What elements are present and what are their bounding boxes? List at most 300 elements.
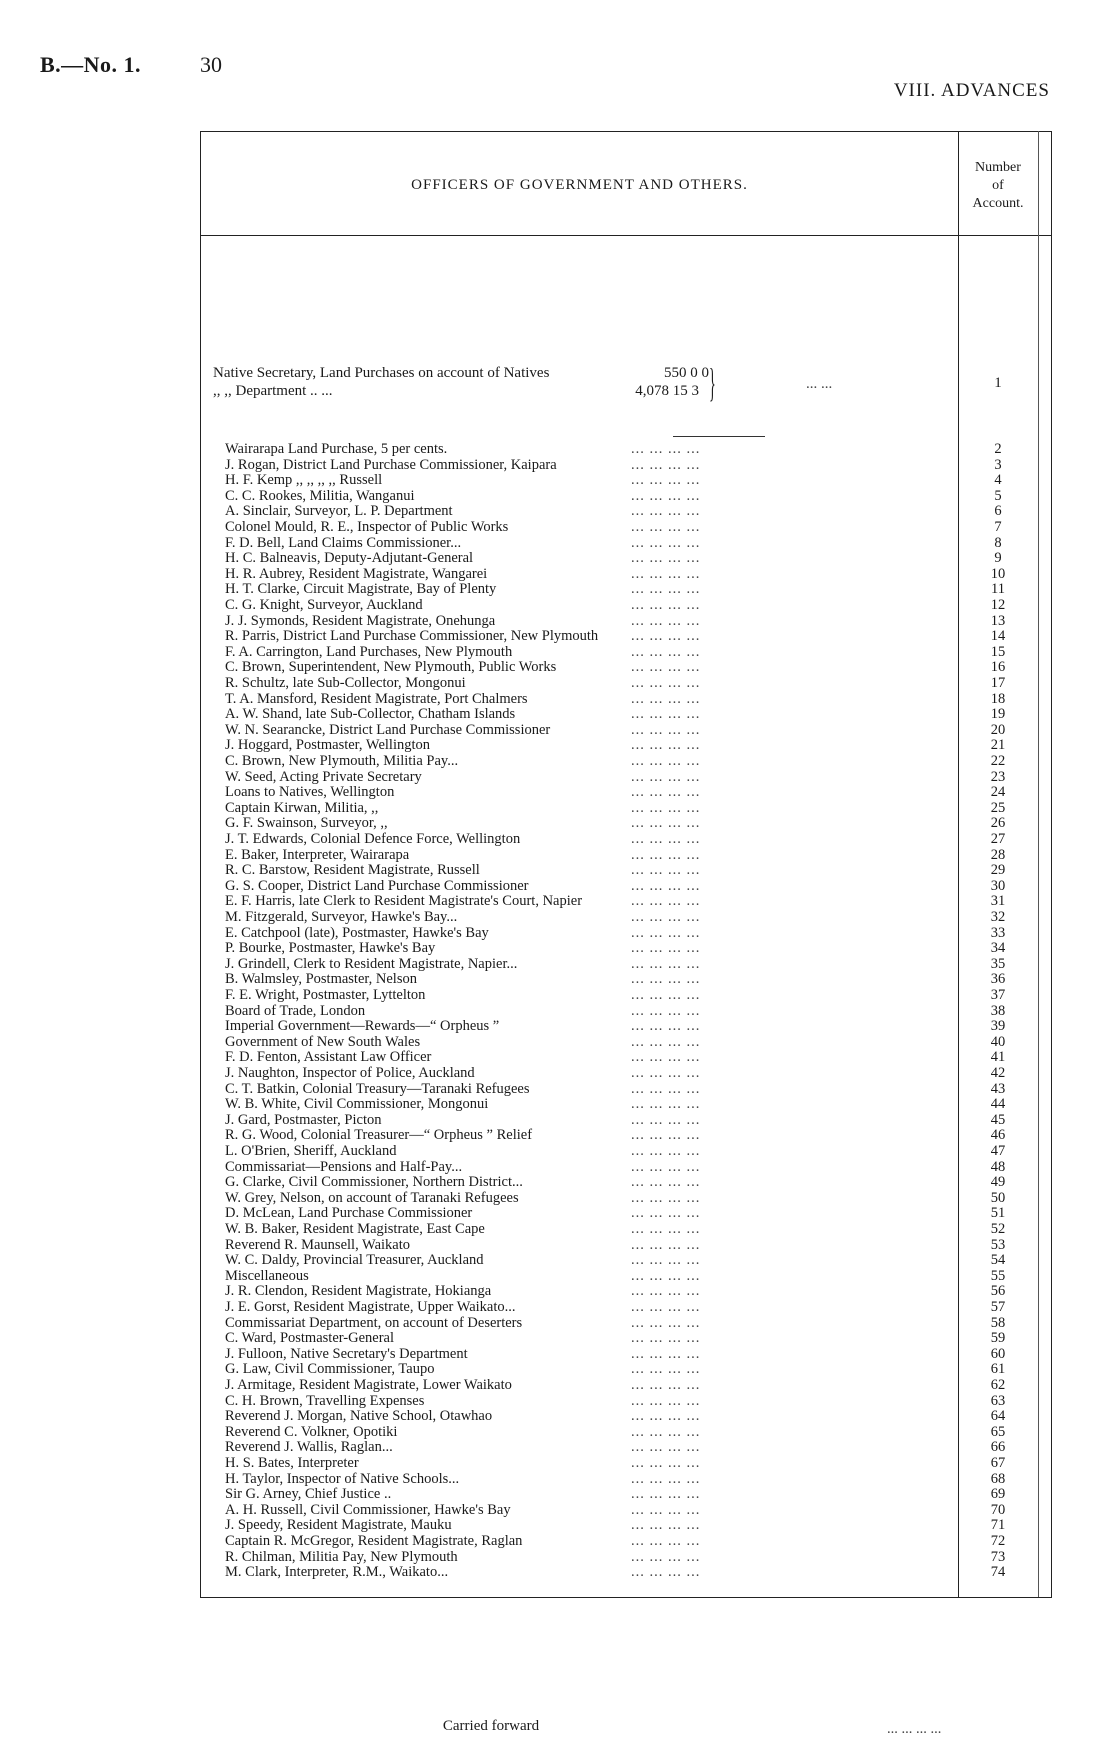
table-row	[201, 535, 1051, 552]
table-row	[201, 644, 1051, 661]
table-row	[201, 1455, 1051, 1472]
account-name: E. Baker, Interpreter, Wairarapa	[225, 846, 410, 863]
account-number: 61	[990, 1361, 1006, 1378]
account-name: Reverend R. Maunsell, Waikato	[225, 1236, 411, 1253]
account-number: 65	[990, 1423, 1006, 1440]
account-name: J. T. Edwards, Colonial Defence Force, Wellington	[225, 831, 521, 847]
account-name: C. G. Knight, Surveyor, Auckland	[225, 597, 423, 613]
table-title: OFFICERS OF GOVERNMENT AND OTHERS.	[411, 177, 748, 193]
leader-dots: ... ... ... ...	[631, 1033, 701, 1050]
leader-dots: ... ... ... ...	[631, 1392, 701, 1409]
account-name: Miscellaneous	[225, 1267, 309, 1284]
table-row	[201, 753, 1051, 770]
leader-dots: ... ... ... ...	[631, 971, 701, 988]
account-name: G. F. Swainson, Surveyor, ,,	[225, 815, 388, 832]
account-name: T. A. Mansford, Resident Magistrate, Port Chalmers	[225, 690, 528, 707]
table-row	[201, 1018, 1051, 1035]
table-row	[201, 1361, 1051, 1378]
account-name: J. R. Clendon, Resident Magistrate, Hokianga	[225, 1283, 492, 1300]
table-row	[201, 862, 1051, 879]
leader-dots: ... ... ... ...	[631, 1174, 701, 1191]
account-number: 71	[990, 1517, 1006, 1534]
leader-dots: ... ... ... ...	[631, 1330, 701, 1347]
leader-dots: ... ... ... ...	[631, 487, 701, 504]
leader-dots: ... ... ... ...	[631, 1314, 701, 1331]
leader-dots: ... ... ... ...	[631, 1283, 701, 1300]
account-name: Reverend J. Wallis, Raglan...	[225, 1439, 393, 1456]
account-number: 22	[990, 753, 1006, 769]
leader-dots: ... ... ... ...	[631, 909, 701, 925]
leader-dots: ... ... ... ...	[631, 1205, 701, 1222]
account-name: J. Hoggard, Postmaster, Wellington	[225, 737, 430, 754]
account-number: 40	[990, 1033, 1006, 1050]
account-name: J. Grindell, Clerk to Resident Magistrate, Napier...	[225, 955, 518, 972]
account-name: E. F. Harris, late Clerk to Resident Magistrate's Court, Napier	[225, 893, 583, 910]
leader-dots: ... ... ... ...	[631, 1049, 701, 1066]
table-row	[201, 940, 1051, 957]
account-number: 70	[990, 1501, 1006, 1518]
account-name: L. O'Brien, Sheriff, Auckland	[225, 1143, 397, 1159]
account-name: W. C. Daldy, Provincial Treasurer, Auckland	[225, 1252, 484, 1269]
account-name: Colonel Mould, R. E., Inspector of Public Works	[225, 519, 509, 535]
number-header-line2: of	[992, 178, 1004, 193]
account-number: 57	[990, 1299, 1006, 1315]
table-row	[201, 613, 1051, 630]
leader-dots: ... ... ... ...	[631, 1345, 701, 1362]
account-number: 74	[990, 1564, 1006, 1581]
account-number: 69	[990, 1486, 1006, 1503]
account-number: 66	[990, 1439, 1006, 1456]
table-row	[201, 1408, 1051, 1425]
leader-dots: ... ... ... ...	[631, 987, 701, 1003]
account-name: A. W. Shand, late Sub-Collector, Chatham Islands	[225, 706, 516, 723]
account-name: H. C. Balneavis, Deputy-Adjutant-General	[225, 550, 474, 567]
account-name: Captain Kirwan, Militia, ,,	[225, 799, 379, 816]
account-number: 73	[990, 1548, 1006, 1565]
account-name: J. Naughton, Inspector of Police, Auckland	[225, 1065, 475, 1081]
leader-dots: ... ... ... ...	[631, 893, 701, 910]
section-title: VIII. ADVANCES	[893, 80, 1050, 101]
leader-dots: ... ... ... ...	[631, 1517, 701, 1534]
table-row	[201, 659, 1051, 676]
table-row	[201, 784, 1051, 801]
table-row	[201, 1299, 1051, 1316]
account-number: 49	[990, 1174, 1006, 1191]
account-name: H. S. Bates, Interpreter	[225, 1455, 359, 1471]
leader-dots: ... ... ... ...	[631, 1439, 701, 1456]
leader-dots: ... ... ... ...	[631, 534, 701, 551]
table-row	[201, 800, 1051, 817]
leader-dots: ... ... ... ...	[631, 862, 701, 879]
table-row	[201, 581, 1051, 598]
leader-dots: ... ... ... ...	[631, 846, 701, 863]
table-row	[201, 1502, 1051, 1519]
account-name: C. T. Batkin, Colonial Treasury—Taranaki Refugees	[225, 1080, 530, 1097]
account-name: J. Armitage, Resident Magistrate, Lower Waikato	[225, 1377, 512, 1393]
account-number: 35	[990, 955, 1006, 972]
account-number: 7	[994, 519, 1002, 535]
leader-dots: ... ... ... ...	[631, 877, 701, 894]
leader-dots: ... ... ... ...	[631, 690, 701, 707]
account-number: 15	[990, 643, 1006, 660]
leader-dots: ... ... ... ...	[631, 1455, 701, 1471]
account-number: 56	[990, 1283, 1006, 1300]
leader-dots: ... ... ... ...	[631, 768, 701, 785]
leader-dots: ... ... ... ...	[631, 815, 701, 832]
table-row	[201, 1081, 1051, 1098]
table-row	[201, 847, 1051, 864]
account-name: F. D. Fenton, Assistant Law Officer	[225, 1049, 432, 1066]
leader-dots: ... ... ... ...	[631, 1127, 701, 1144]
account-name: H. F. Kemp ,, ,, ,, ,, Russell	[225, 472, 383, 489]
leader-dots: ... ... ... ...	[631, 1408, 701, 1425]
table-row	[201, 831, 1051, 848]
table-row	[201, 488, 1051, 505]
table-row	[201, 737, 1051, 754]
account-name: B. Walmsley, Postmaster, Nelson	[225, 971, 417, 988]
carried-forward-dots: ... ... ... ...	[887, 1721, 942, 1737]
leader-dots: ... ... ... ...	[631, 706, 701, 723]
table-row	[201, 1283, 1051, 1300]
account-name: W. Grey, Nelson, on account of Taranaki Refugees	[225, 1189, 519, 1206]
leader-dots: ... ... ... ...	[631, 628, 701, 645]
native-secretary-line1: Native Secretary, Land Purchases on account of Natives	[213, 365, 550, 381]
page-number: 30	[200, 52, 222, 77]
table-row	[201, 1330, 1051, 1347]
table-row	[201, 1205, 1051, 1222]
account-number: 6	[994, 503, 1002, 520]
account-number: 59	[990, 1330, 1006, 1347]
table-row	[201, 1315, 1051, 1332]
account-number: 54	[990, 1252, 1006, 1269]
account-number: 38	[990, 1002, 1006, 1019]
leader-dots: ... ... ... ...	[631, 1533, 701, 1549]
table-row	[201, 971, 1051, 988]
account-number: 28	[990, 846, 1006, 863]
table-row	[201, 1346, 1051, 1363]
account-name: C. Brown, Superintendent, New Plymouth, Public Works	[225, 659, 557, 676]
header-rule	[201, 235, 1051, 236]
number-column-header	[958, 159, 1038, 213]
table-row	[201, 987, 1051, 1004]
leader-dots: ... ... ... ...	[631, 1221, 701, 1237]
table-row	[201, 1237, 1051, 1254]
account-name: Wairarapa Land Purchase, 5 per cents.	[225, 441, 448, 457]
account-name: W. B. Baker, Resident Magistrate, East Cape	[225, 1221, 485, 1237]
account-name: A. Sinclair, Surveyor, L. P. Department	[225, 503, 453, 520]
number-header-line1: Number	[975, 160, 1021, 175]
account-number: 21	[990, 737, 1006, 754]
account-number: 62	[990, 1377, 1006, 1393]
account-name: Board of Trade, London	[225, 1002, 366, 1019]
account-number: 68	[990, 1470, 1006, 1487]
account-name: H. R. Aubrey, Resident Magistrate, Wangarei	[225, 565, 488, 582]
account-number: 53	[990, 1236, 1006, 1253]
table-row	[201, 1190, 1051, 1207]
leader-dots: ... ... ... ...	[631, 1361, 701, 1378]
account-number: 36	[990, 971, 1006, 988]
table-row	[201, 628, 1051, 645]
account-number: 16	[990, 659, 1006, 676]
leader-dots: ... ... ... ...	[631, 1002, 701, 1019]
native-secretary-account: 1	[994, 375, 1002, 391]
account-number: 51	[990, 1205, 1006, 1222]
account-number: 10	[990, 565, 1006, 582]
account-number: 31	[990, 893, 1006, 910]
account-name: H. T. Clarke, Circuit Magistrate, Bay of Plenty	[225, 581, 497, 598]
table-row	[201, 1159, 1051, 1176]
table-row	[201, 441, 1051, 458]
leader-dots: ... ... ... ...	[631, 503, 701, 520]
table-row	[201, 597, 1051, 614]
table-row	[201, 566, 1051, 583]
table-row	[201, 956, 1051, 973]
table-row	[201, 503, 1051, 520]
table-row	[201, 1377, 1051, 1394]
leader-dots: ... ... ... ...	[631, 597, 701, 613]
native-secretary-amount1: 550 0 0	[664, 365, 709, 381]
table-row	[201, 675, 1051, 692]
leader-dots: ... ... ... ...	[631, 799, 701, 816]
table-row	[201, 1486, 1051, 1503]
table-row	[201, 1517, 1051, 1534]
native-secretary-dots: ... ...	[806, 376, 833, 392]
table-row	[201, 1034, 1051, 1051]
account-name: C. C. Rookes, Militia, Wanganui	[225, 487, 415, 504]
account-number: 42	[990, 1065, 1006, 1081]
account-number: 20	[990, 721, 1006, 738]
account-name: J. Gard, Postmaster, Picton	[225, 1111, 382, 1128]
account-name: A. H. Russell, Civil Commissioner, Hawke's Bay	[225, 1501, 511, 1518]
table-row	[201, 472, 1051, 489]
account-name: J. E. Gorst, Resident Magistrate, Upper Waikato...	[225, 1299, 516, 1315]
account-name: M. Clark, Interpreter, R.M., Waikato...	[225, 1564, 449, 1581]
account-number: 50	[990, 1189, 1006, 1206]
account-number: 43	[990, 1080, 1006, 1097]
amount-rule	[673, 436, 765, 437]
account-name: E. Catchpool (late), Postmaster, Hawke's Bay	[225, 924, 489, 941]
account-name: J. Rogan, District Land Purchase Commissioner, Kaipara	[225, 456, 557, 473]
account-name: J. Speedy, Resident Magistrate, Mauku	[225, 1517, 452, 1534]
account-number: 29	[990, 862, 1006, 879]
leader-dots: ... ... ... ...	[631, 1189, 701, 1206]
account-name: R. G. Wood, Colonial Treasurer—“ Orpheus ” Relief	[225, 1127, 533, 1144]
leader-dots: ... ... ... ...	[631, 472, 701, 489]
account-number: 41	[990, 1049, 1006, 1066]
account-number: 32	[990, 909, 1006, 925]
table-row	[201, 1533, 1051, 1550]
table-row	[201, 550, 1051, 567]
account-name: H. Taylor, Inspector of Native Schools...	[225, 1470, 460, 1487]
account-number: 17	[990, 675, 1006, 691]
account-number: 45	[990, 1111, 1006, 1128]
account-name: G. Law, Civil Commissioner, Taupo	[225, 1361, 435, 1378]
leader-dots: ... ... ... ...	[631, 1143, 701, 1159]
leader-dots: ... ... ... ...	[631, 441, 701, 457]
leader-dots: ... ... ... ...	[631, 659, 701, 676]
leader-dots: ... ... ... ...	[631, 1236, 701, 1253]
table-row	[201, 1003, 1051, 1020]
number-header-line3: Account.	[972, 196, 1024, 211]
account-number: 48	[990, 1158, 1006, 1175]
account-number: 26	[990, 815, 1006, 832]
account-number: 3	[994, 456, 1002, 473]
leader-dots: ... ... ... ...	[631, 1111, 701, 1128]
leader-dots: ... ... ... ...	[631, 1377, 701, 1393]
table-row	[201, 815, 1051, 832]
leader-dots: ... ... ... ...	[631, 753, 701, 769]
account-name: C. Ward, Postmaster-General	[225, 1330, 395, 1347]
table-row	[201, 722, 1051, 739]
table-row	[201, 925, 1051, 942]
account-number: 9	[994, 550, 1002, 567]
account-number: 5	[994, 487, 1002, 504]
table-row	[201, 1174, 1051, 1191]
account-name: F. E. Wright, Postmaster, Lyttelton	[225, 987, 426, 1003]
account-number: 52	[990, 1221, 1006, 1237]
account-number: 72	[990, 1533, 1006, 1549]
table-row	[201, 1393, 1051, 1410]
table-row	[201, 1564, 1051, 1581]
account-name: J. Fulloon, Native Secretary's Department	[225, 1345, 468, 1362]
account-name: G. Clarke, Civil Commissioner, Northern District...	[225, 1174, 523, 1191]
leader-dots: ... ... ... ...	[631, 1267, 701, 1284]
table-row	[201, 1424, 1051, 1441]
account-number: 67	[990, 1455, 1006, 1471]
account-name: R. C. Barstow, Resident Magistrate, Russell	[225, 862, 480, 879]
account-name: D. McLean, Land Purchase Commissioner	[225, 1205, 473, 1222]
leader-dots: ... ... ... ...	[631, 924, 701, 941]
leader-dots: ... ... ... ...	[631, 519, 701, 535]
leader-dots: ... ... ... ...	[631, 940, 701, 957]
leader-dots: ... ... ... ...	[631, 643, 701, 660]
leader-dots: ... ... ... ...	[631, 581, 701, 598]
account-number: 12	[990, 597, 1006, 613]
leader-dots: ... ... ... ...	[631, 955, 701, 972]
table-row	[201, 1096, 1051, 1113]
leader-dots: ... ... ... ...	[631, 1096, 701, 1113]
account-number: 33	[990, 924, 1006, 941]
leader-dots: ... ... ... ...	[631, 1299, 701, 1315]
leader-dots: ... ... ... ...	[631, 1548, 701, 1565]
account-name: C. H. Brown, Travelling Expenses	[225, 1392, 425, 1409]
table-row	[201, 1112, 1051, 1129]
table-row	[201, 1127, 1051, 1144]
account-name: Loans to Natives, Wellington	[225, 784, 395, 801]
leader-dots: ... ... ... ...	[631, 1470, 701, 1487]
account-name: Imperial Government—Rewards—“ Orpheus ”	[225, 1018, 500, 1035]
leader-dots: ... ... ... ...	[631, 1080, 701, 1097]
account-number: 18	[990, 690, 1006, 707]
leader-dots: ... ... ... ...	[631, 1564, 701, 1581]
account-name: F. D. Bell, Land Claims Commissioner...	[225, 534, 462, 551]
account-number: 34	[990, 940, 1006, 957]
account-number: 14	[990, 628, 1006, 645]
account-name: W. B. White, Civil Commissioner, Mongonui	[225, 1096, 489, 1113]
account-number: 39	[990, 1018, 1006, 1035]
leader-dots: ... ... ... ...	[631, 1252, 701, 1269]
leader-dots: ... ... ... ...	[631, 1501, 701, 1518]
leader-dots: ... ... ... ...	[631, 721, 701, 738]
leader-dots: ... ... ... ...	[631, 550, 701, 567]
leader-dots: ... ... ... ...	[631, 675, 701, 691]
table-row	[201, 519, 1051, 536]
account-name: W. N. Searancke, District Land Purchase Commissioner	[225, 721, 551, 738]
account-name: W. Seed, Acting Private Secretary	[225, 768, 422, 785]
account-number: 2	[994, 441, 1002, 457]
table-row	[201, 878, 1051, 895]
leader-dots: ... ... ... ...	[631, 1018, 701, 1035]
carried-forward: Carried forward	[442, 1718, 540, 1734]
leader-dots: ... ... ... ...	[631, 1065, 701, 1081]
leader-dots: ... ... ... ...	[631, 1158, 701, 1175]
native-secretary-amount2: 4,078 15 3	[635, 383, 699, 399]
account-name: R. Parris, District Land Purchase Commissioner, New Plymouth	[225, 628, 599, 645]
account-name: R. Chilman, Militia Pay, New Plymouth	[225, 1548, 458, 1565]
account-name: R. Schultz, late Sub-Collector, Mongonui	[225, 675, 466, 691]
leader-dots: ... ... ... ...	[631, 1486, 701, 1503]
table-row	[201, 1471, 1051, 1488]
leader-dots: ... ... ... ...	[631, 831, 701, 847]
account-name: Commissariat Department, on account of Deserters	[225, 1314, 523, 1331]
account-name: Commissariat—Pensions and Half-Pay...	[225, 1158, 463, 1175]
account-name: J. J. Symonds, Resident Magistrate, Onehunga	[225, 612, 496, 629]
table-row	[201, 1549, 1051, 1566]
table-row	[201, 1252, 1051, 1269]
account-number: 24	[990, 784, 1006, 801]
leader-dots: ... ... ... ...	[631, 612, 701, 629]
leader-dots: ... ... ... ...	[631, 565, 701, 582]
account-number: 63	[990, 1392, 1006, 1409]
account-number: 55	[990, 1267, 1006, 1284]
table-row	[201, 909, 1051, 926]
account-number: 19	[990, 706, 1006, 723]
brace-icon: }	[709, 360, 716, 405]
table-row	[201, 691, 1051, 708]
table-row	[201, 769, 1051, 786]
table-row	[201, 1268, 1051, 1285]
account-number: 37	[990, 987, 1006, 1003]
native-secretary-line2: ,, ,, Department .. ...	[213, 383, 333, 399]
table-frame	[200, 131, 1052, 1737]
account-number: 13	[990, 612, 1006, 629]
account-number: 25	[990, 799, 1006, 816]
table-row	[201, 1221, 1051, 1238]
account-name: Reverend J. Morgan, Native School, Otawhao	[225, 1408, 493, 1425]
account-number: 60	[990, 1345, 1006, 1362]
leader-dots: ... ... ... ...	[631, 456, 701, 473]
account-number: 46	[990, 1127, 1006, 1144]
account-number: 27	[990, 831, 1006, 847]
account-name: F. A. Carrington, Land Purchases, New Plymouth	[225, 643, 513, 660]
table-row	[201, 1049, 1051, 1066]
account-number: 4	[994, 472, 1002, 489]
account-number: 64	[990, 1408, 1006, 1425]
account-number: 44	[990, 1096, 1006, 1113]
table-row	[201, 457, 1051, 474]
page-id: B.—No. 1.	[40, 52, 142, 77]
account-name: M. Fitzgerald, Surveyor, Hawke's Bay...	[225, 909, 458, 925]
account-number: 30	[990, 877, 1006, 894]
table-row	[201, 893, 1051, 910]
table-row	[201, 1065, 1051, 1082]
account-number: 8	[994, 534, 1002, 551]
account-name: G. S. Cooper, District Land Purchase Commissioner	[225, 877, 529, 894]
account-name: P. Bourke, Postmaster, Hawke's Bay	[225, 940, 436, 957]
leader-dots: ... ... ... ...	[631, 737, 701, 754]
table-row	[201, 706, 1051, 723]
table-row	[201, 1439, 1051, 1456]
